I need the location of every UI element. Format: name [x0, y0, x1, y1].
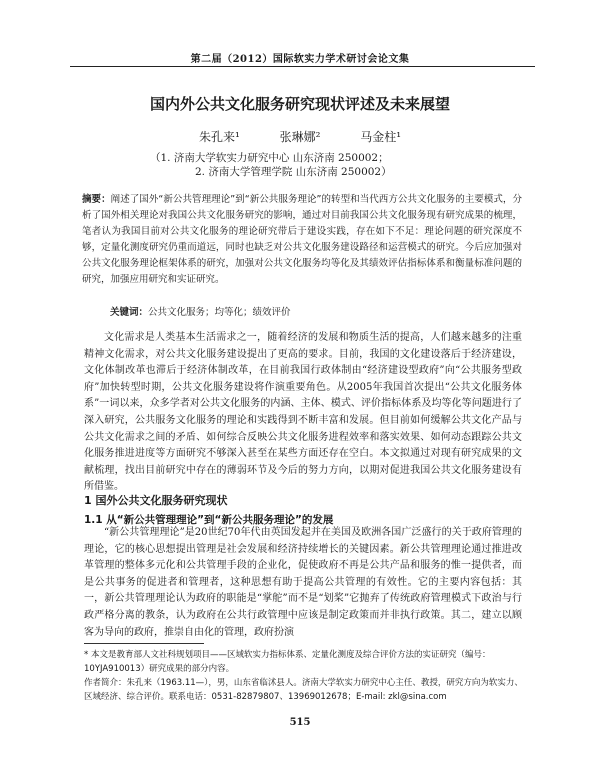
author-list	[60, 128, 540, 145]
body-paragraph: “新公共管理理论”是20世纪70年代由英国发起并在美国及欧洲各国广泛盛行的关于政府管理的理论，它的核心思想提出管理是社会发展和经济持续增长的关键因素。新公共管理理论通过推进改革管理的整体多元化和公共管理手段的企业化，促使政府不再是公共产品和服务的惟一提供者，而是公共事务的促进者和管理者，这种思想有助于提高公共管理的有效性。它的主要内容包括：其一，新公共管理理论认为政府的职能是“掌舵”而不是“划桨”它抛弃了传统政府管理模式下政治与行政严格分离的教条，认为政府在公共行政管理中应该是制定政策而并非执行政策。其二，建立以顾客为导向的政府，推崇自由化的管理，政府扮演	[84, 527, 522, 638]
author-name: 马金柱¹	[360, 130, 402, 144]
keywords-label: 关键词：	[110, 307, 149, 318]
keywords-text: 公共文化服务；均等化；绩效评价	[148, 307, 291, 318]
paper-title: 国内外公共文化服务研究现状评述及未来展望	[149, 95, 450, 113]
abstract	[82, 192, 522, 288]
keywords	[110, 304, 510, 318]
author-name: 张琳娜²	[279, 130, 321, 144]
footnote-rule	[84, 643, 204, 644]
footnote: 作者简介：朱孔来（1963.11—），男，山东省临沭县人。济南大学软实力研究中心主任、教授，研究方向为软实力、区域经济、综合评价。联系电话：0531-82879807、13969012678；E-mail: zkl@sina.com	[84, 678, 523, 702]
subsection-heading: 1.1 从“新公共管理理论”到“新公共服务理论”的发展	[84, 514, 334, 526]
page-number: 515	[289, 717, 311, 728]
footnotes	[84, 648, 524, 704]
header-rule	[70, 66, 535, 67]
abstract-label: 摘要：	[82, 194, 111, 205]
intro-paragraph: 文化需求是人类基本生活需求之一，随着经济的发展和物质生活的提高，人们越来越多的注重精神文化需求，对公共文化服务建设提出了更高的要求。目前，我国的文化建设落后于经济建设，文化体制改革也滞后于经济体制改革，在目前我国行政体制由“经济建设型政府”向“公共服务型政府”加快转型时期，公共文化服务建设将作演重要角色。从2005年我国首次提出“公共文化服务体系”一词以来，众多学者对公共文化服务的内涵、主体、模式、评价指标体系及均等化等问题进行了深入研究，公共服务文化服务的理论和实践得到不断丰富和发展。但目前如何缓解公共文化产品与公共文化需求之间的矛盾、如何综合反映公共文化服务进程效率和落实效果、如何动态跟踪公共文化服务推进进度等方面研究不够深入甚至在某些方面还存在空白。本文拟通过对现有研究成果的文献梳理，找出目前研究中存在的薄弱环节及今后的努力方向，以期对促进我国公共文化服务建设有所借鉴。	[84, 332, 522, 493]
affiliation-line: 2. 济南大学管理学院 山东济南 250002）	[195, 166, 392, 178]
affiliation-line: （1. 济南大学软实力研究中心 山东济南 250002；	[150, 152, 389, 164]
abstract-text: 阐述了国外“新公共管理理论”到“新公共服务理论”的转型和当代西方公共文化服务的主要模式，分析了国外相关理论对我国公共文化服务研究的影响，通过对目前我国公共文化服务现有研究成果的梳理，笔者认为我国目前对公共文化服务的理论研究带后于建设实践，存在如下不足：理论问题的研究深度不够，定量化测度研究仍重而道远，同时也缺乏对公共文化服务建设路径和运营模式的研究。今后应加强对公共文化服务理论框架体系的研究，加强对公共文化服务均等化及其绩效评估指标体系和衡量标准问题的研究，加强应用研究和实证研究。	[82, 194, 522, 285]
running-header: 第二届（2012）国际软实力学术研讨会论文集	[190, 54, 410, 65]
section-heading: 1 国外公共文化服务研究现状	[84, 494, 228, 507]
footnote: * 本文是教育部人文社科规划项目——区域软实力指标体系、定量化测度及综合评价方法的实证研究（编号：10YJA910013）研究成果的部分内容。	[84, 650, 491, 674]
author-name: 朱孔来¹	[198, 130, 240, 144]
